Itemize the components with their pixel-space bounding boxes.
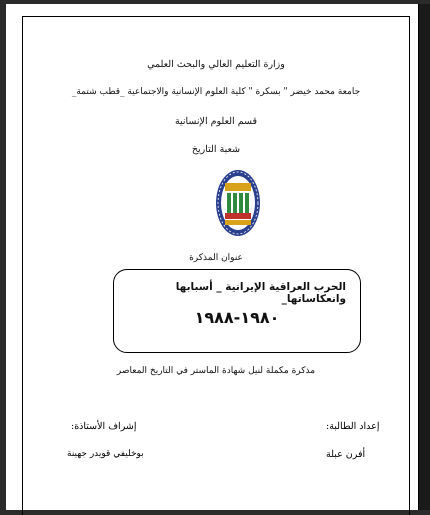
ministry-heading: وزارة التعليم العالي والبحث العلمي (147, 59, 285, 70)
document-page (6, 4, 419, 510)
thesis-description: مذكرة مكملة لنيل شهادة الماستر في التاريخ المعاصر (116, 366, 316, 376)
thesis-title: الحرب العراقية الإيرانية _ أسبابها وانعكاساتها_ (175, 281, 346, 305)
student-label: إعداد الطالبة: (326, 421, 380, 432)
department-heading: قسم العلوم الإنسانية (174, 116, 258, 127)
thesis-years: ١٩٨٠-١٩٨٨ (194, 308, 280, 327)
supervisor-label: إشراف الأستاذة: (71, 421, 137, 432)
viewer-edge (419, 4, 430, 510)
page-border-frame (22, 16, 410, 515)
subject-label: عنوان المذكرة (189, 253, 243, 263)
university-seal-icon (215, 169, 261, 237)
student-name: أفرن عبلة (326, 449, 366, 460)
branch-heading: شعبة التاريخ (191, 144, 241, 155)
university-heading: جامعة محمد خيضر " بسكرة " كلية العلوم الإنسانية والاجتماعية _قطب شتمة_ (71, 87, 361, 97)
supervisor-name: بوخليفي قويدر جهينة (67, 449, 144, 459)
title-box (113, 269, 361, 353)
